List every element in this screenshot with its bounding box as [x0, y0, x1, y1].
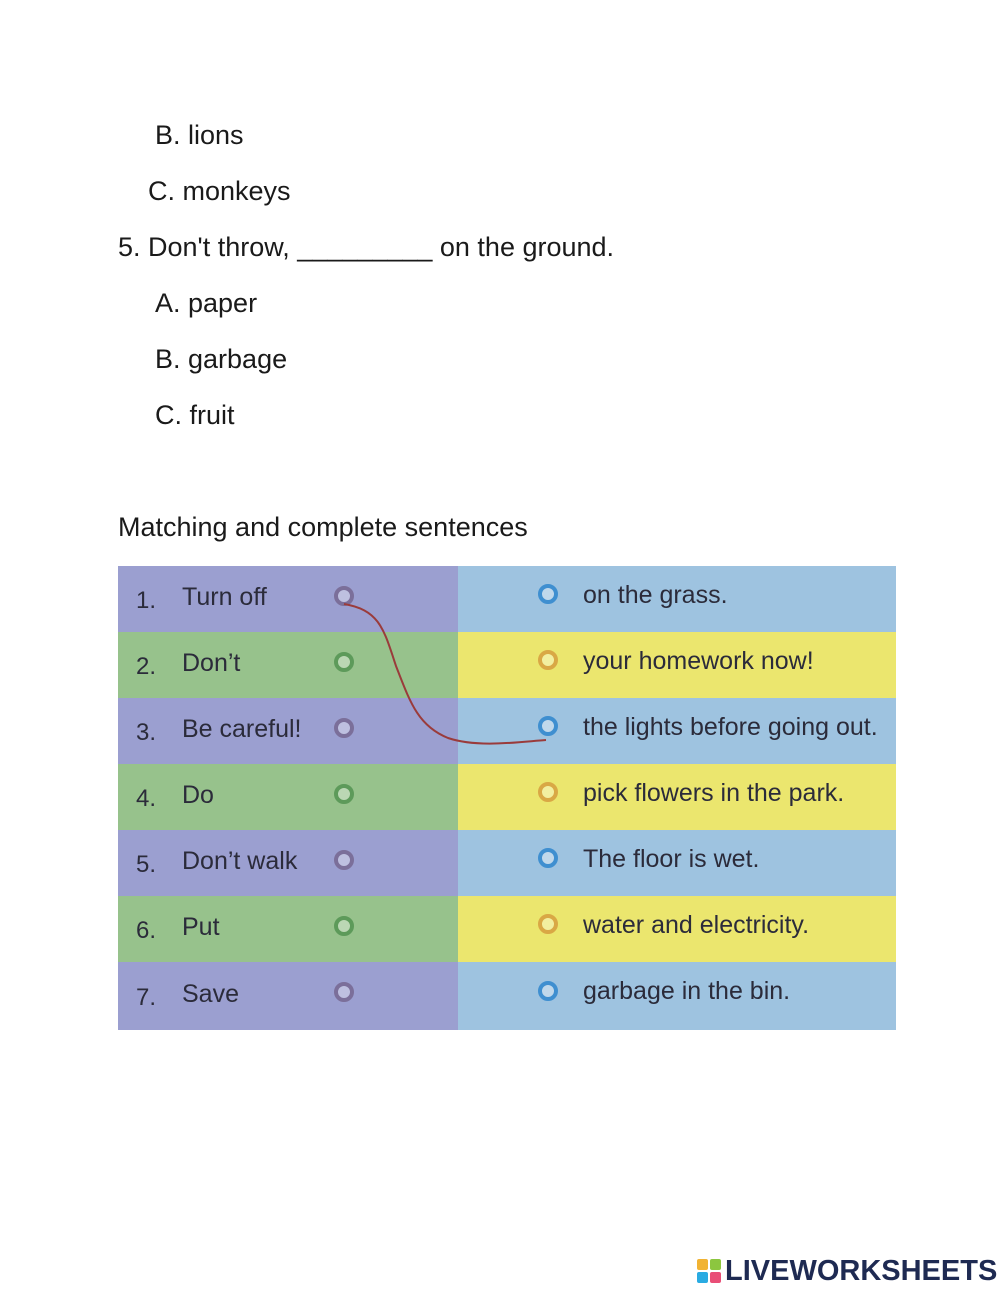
match-left-cell — [118, 830, 458, 896]
match-row — [118, 962, 896, 1030]
match-row — [118, 632, 896, 698]
match-left-cell — [118, 698, 458, 764]
match-right-dot[interactable] — [538, 848, 558, 868]
match-left-dot[interactable] — [334, 850, 354, 870]
match-left-number: 2. — [136, 653, 157, 681]
match-left-text: Be careful! — [182, 715, 302, 744]
match-left-number: 6. — [136, 917, 157, 945]
match-right-text: water and electricity. — [583, 910, 810, 939]
match-left-cell — [118, 896, 458, 962]
match-right-text: The floor is wet. — [583, 844, 760, 873]
match-left-text: Put — [182, 913, 220, 942]
match-row — [118, 566, 896, 632]
liveworksheets-logo — [697, 1255, 997, 1287]
match-right-cell — [458, 830, 896, 896]
match-row — [118, 896, 896, 962]
match-left-dot[interactable] — [334, 982, 354, 1002]
match-right-text: the lights before going out. — [583, 712, 878, 741]
match-right-dot[interactable] — [538, 650, 558, 670]
match-right-dot[interactable] — [538, 981, 558, 1001]
match-left-cell — [118, 962, 458, 1030]
match-row — [118, 698, 896, 764]
logo-square — [710, 1259, 721, 1270]
option-c-monkeys: C. monkeys — [148, 176, 291, 206]
matching-table-image — [118, 566, 896, 1030]
match-left-dot[interactable] — [334, 652, 354, 672]
option-c-fruit: C. fruit — [155, 400, 235, 430]
match-left-dot[interactable] — [334, 784, 354, 804]
match-left-text: Do — [182, 781, 214, 810]
section-title: Matching and complete sentences — [118, 512, 528, 542]
question-5-prompt: 5. Don't throw, _________ on the ground. — [118, 232, 615, 262]
match-left-cell — [118, 566, 458, 632]
match-row — [118, 764, 896, 830]
logo-grid-icon — [697, 1259, 721, 1283]
match-right-cell — [458, 632, 896, 698]
match-right-cell — [458, 764, 896, 830]
match-right-cell — [458, 698, 896, 764]
match-left-text: Turn off — [182, 583, 267, 612]
match-right-dot[interactable] — [538, 914, 558, 934]
match-right-cell — [458, 566, 896, 632]
match-right-text: on the grass. — [583, 580, 728, 609]
match-right-dot[interactable] — [538, 584, 558, 604]
match-left-text: Don’t — [182, 649, 241, 678]
match-left-dot[interactable] — [334, 718, 354, 738]
logo-square — [697, 1259, 708, 1270]
match-left-number: 5. — [136, 851, 157, 879]
option-a-paper: A. paper — [155, 288, 258, 318]
logo-square — [710, 1272, 721, 1283]
match-right-text: your homework now! — [583, 646, 814, 675]
match-left-text: Save — [182, 979, 239, 1008]
match-left-dot[interactable] — [334, 916, 354, 936]
match-right-dot[interactable] — [538, 782, 558, 802]
logo-square — [697, 1272, 708, 1283]
option-b-lions: B. lions — [155, 120, 244, 150]
match-row — [118, 830, 896, 896]
option-b-garbage: B. garbage — [155, 344, 288, 374]
match-left-cell — [118, 764, 458, 830]
match-right-text: pick flowers in the park. — [583, 778, 845, 807]
match-left-text: Don’t walk — [182, 847, 298, 876]
match-left-cell — [118, 632, 458, 698]
match-right-cell — [458, 962, 896, 1030]
match-left-number: 4. — [136, 785, 157, 813]
match-left-number: 7. — [136, 983, 157, 1011]
match-right-text: garbage in the bin. — [583, 976, 791, 1005]
match-right-cell — [458, 896, 896, 962]
match-right-dot[interactable] — [538, 716, 558, 736]
logo-text: LIVEWORKSHEETS — [725, 1254, 998, 1287]
match-left-number: 3. — [136, 719, 157, 747]
match-left-number: 1. — [136, 587, 157, 615]
match-left-dot[interactable] — [334, 586, 354, 606]
